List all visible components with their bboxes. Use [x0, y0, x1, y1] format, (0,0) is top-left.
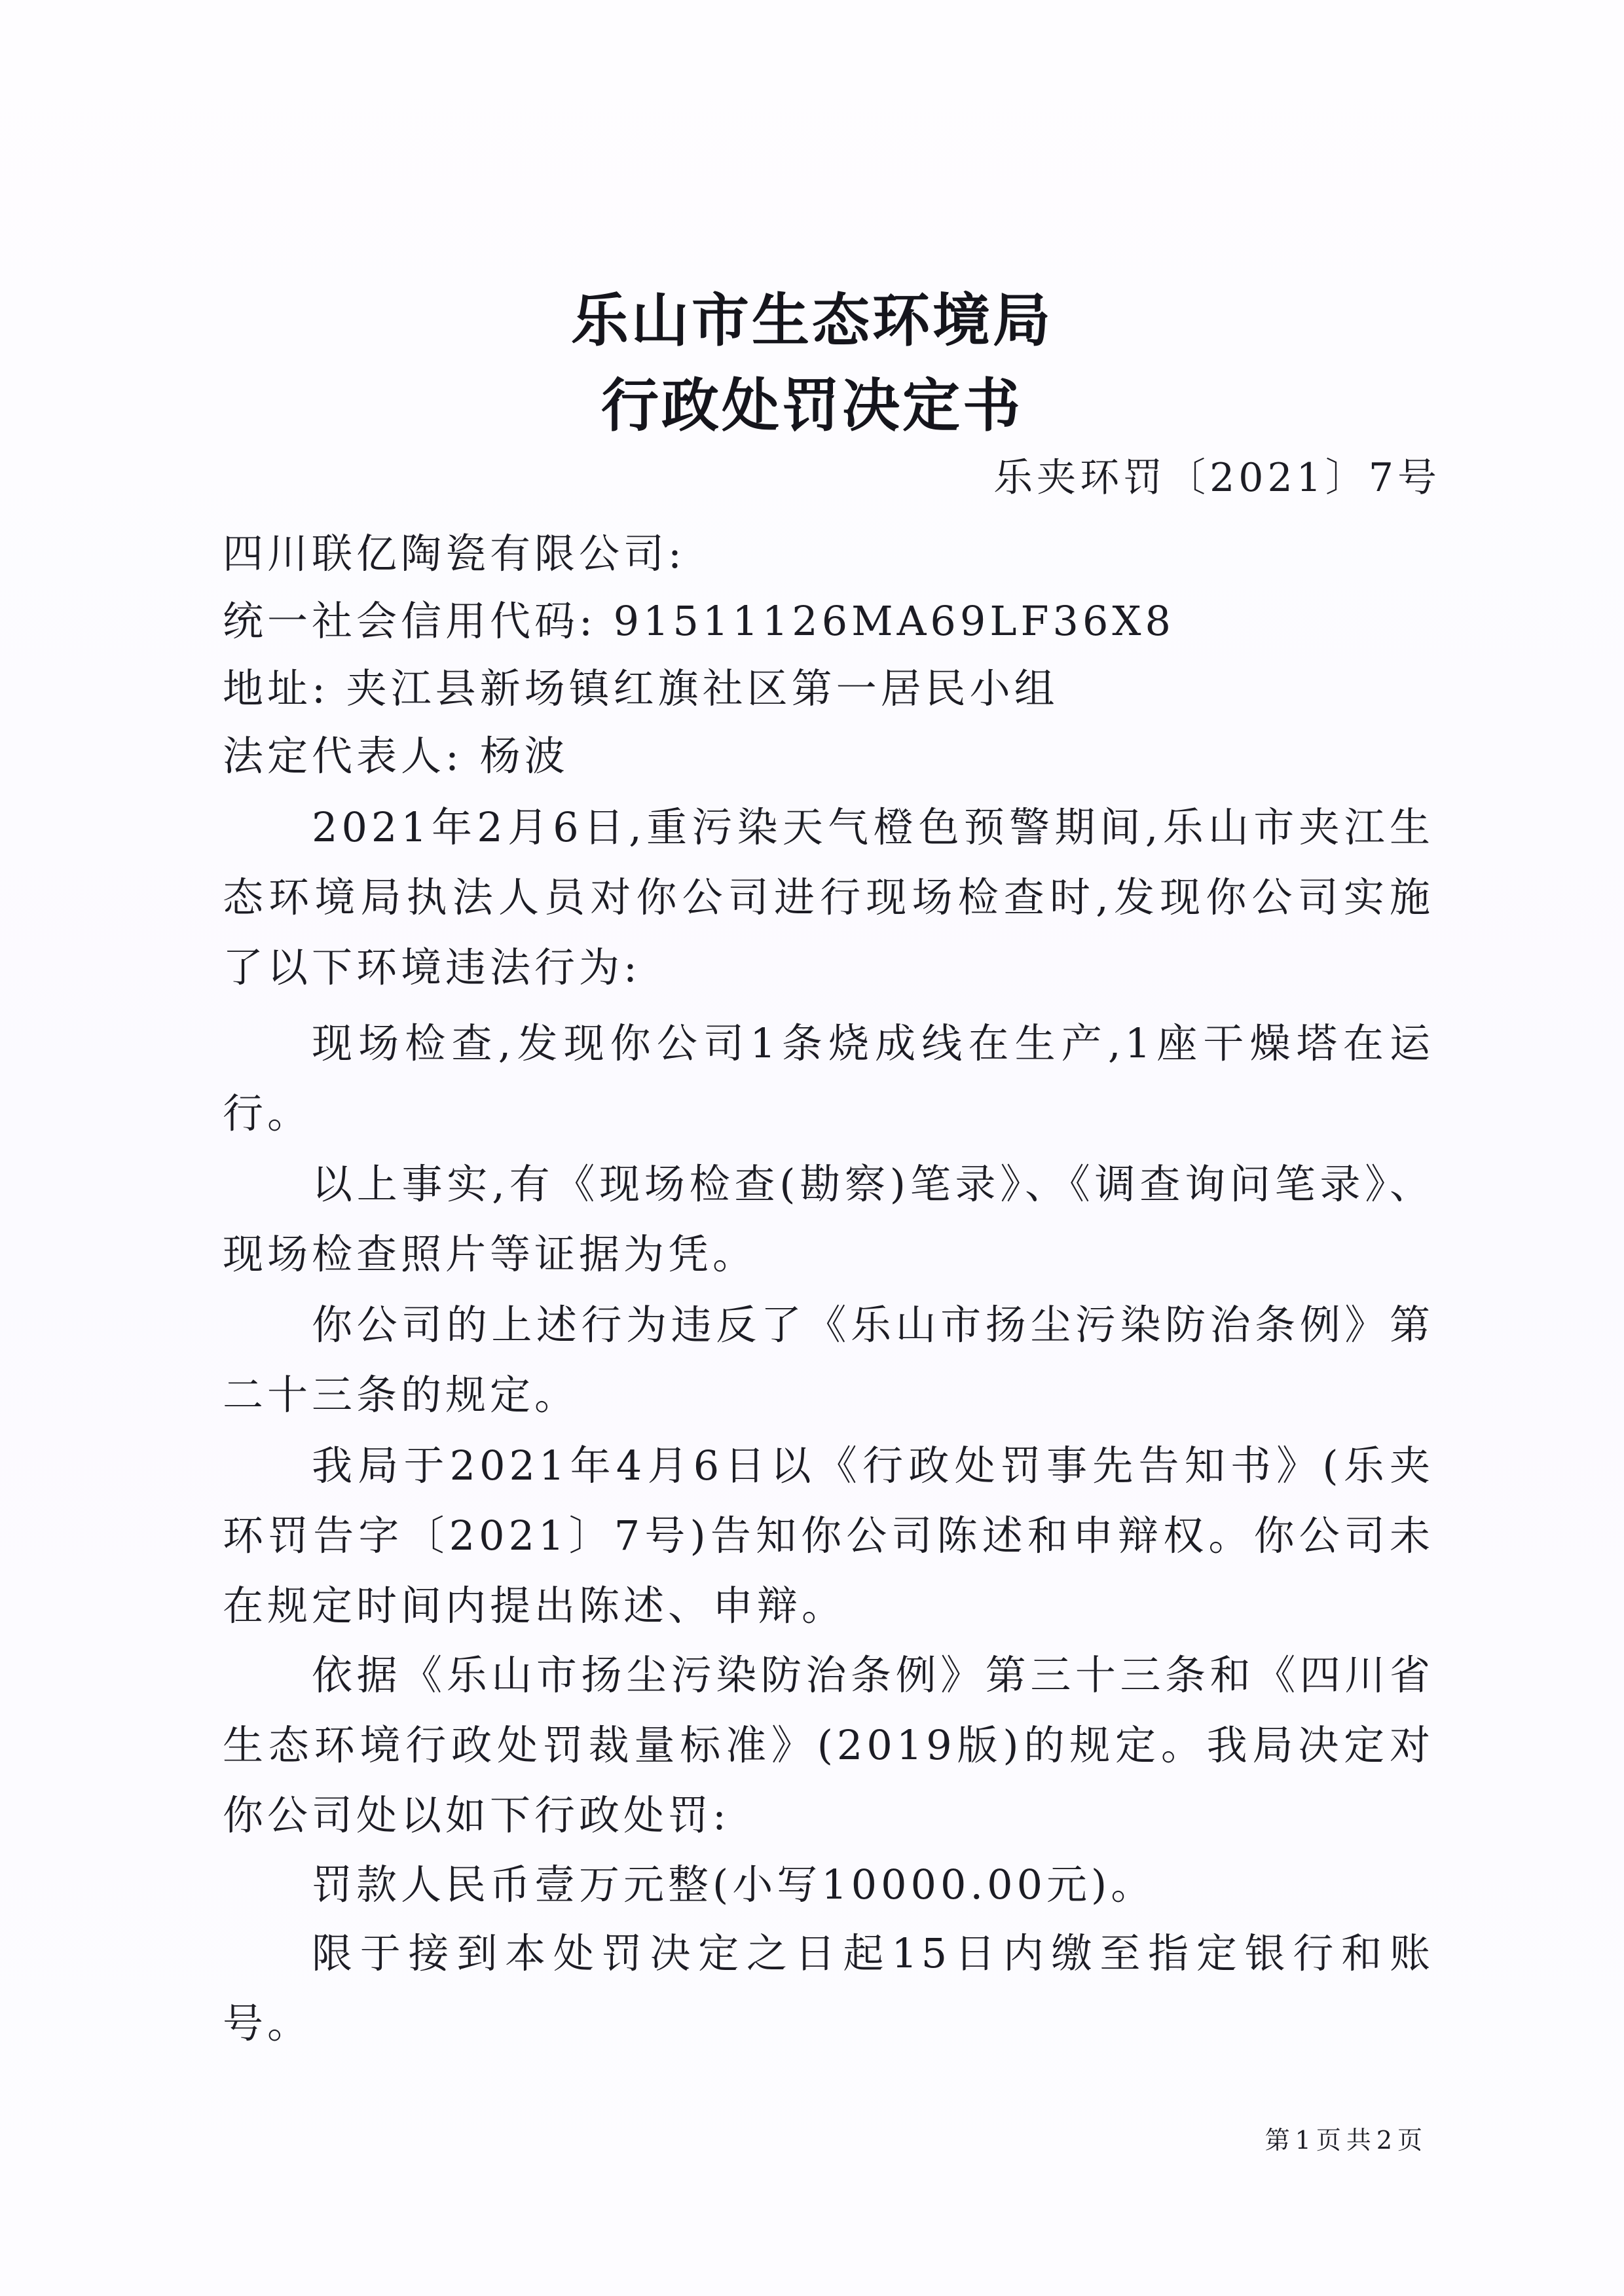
paragraph-inspection: 2021年2月6日,重污染天气橙色预警期间,乐山市夹江生态环境局执法人员对你公司进行现场检查时,发现你公司实施了以下环境违法行为:	[223, 803, 1434, 991]
paragraph-legal-basis: 依据《乐山市扬尘污染防治条例》第三十三条和《四川省生态环境行政处罚裁量标准》(2019版)的规定。我局决定对你公司处以如下行政处罚:	[223, 1651, 1434, 1839]
paragraph-findings: 现场检查,发现你公司1条烧成线在生产,1座干燥塔在运行。	[223, 1019, 1434, 1137]
legal-representative: 法定代表人: 杨波	[223, 732, 569, 780]
document-type-title: 行政处罚决定书	[600, 371, 1023, 439]
document-number: 乐夹环罚〔2021〕7号	[993, 455, 1441, 501]
recipient-company: 四川联亿陶瓷有限公司:	[223, 530, 686, 577]
address: 地址: 夹江县新场镇红旗社区第一居民小组	[223, 665, 1059, 712]
agency-title: 乐山市生态环境局	[570, 286, 1053, 354]
paragraph-notice: 我局于2021年4月6日以《行政处罚事先告知书》(乐夹环罚告字〔2021〕7号)告知你公司陈述和申辩权。你公司未在规定时间内提出陈述、申辩。	[223, 1442, 1434, 1630]
paragraph-evidence: 以上事实,有《现场检查(勘察)笔录》、《调查询问笔录》、现场检查照片等证据为凭。	[223, 1160, 1434, 1278]
paragraph-payment-deadline: 限于接到本处罚决定之日起15日内缴至指定银行和账号。	[223, 1929, 1434, 2047]
page-number: 第1页共2页	[1264, 2126, 1428, 2155]
paragraph-fine: 罚款人民币壹万元整(小写10000.00元)。	[312, 1861, 1156, 1908]
credit-code: 统一社会信用代码: 91511126MA69LF36X8	[223, 597, 1175, 645]
paragraph-violation: 你公司的上述行为违反了《乐山市扬尘污染防治条例》第二十三条的规定。	[223, 1301, 1434, 1419]
